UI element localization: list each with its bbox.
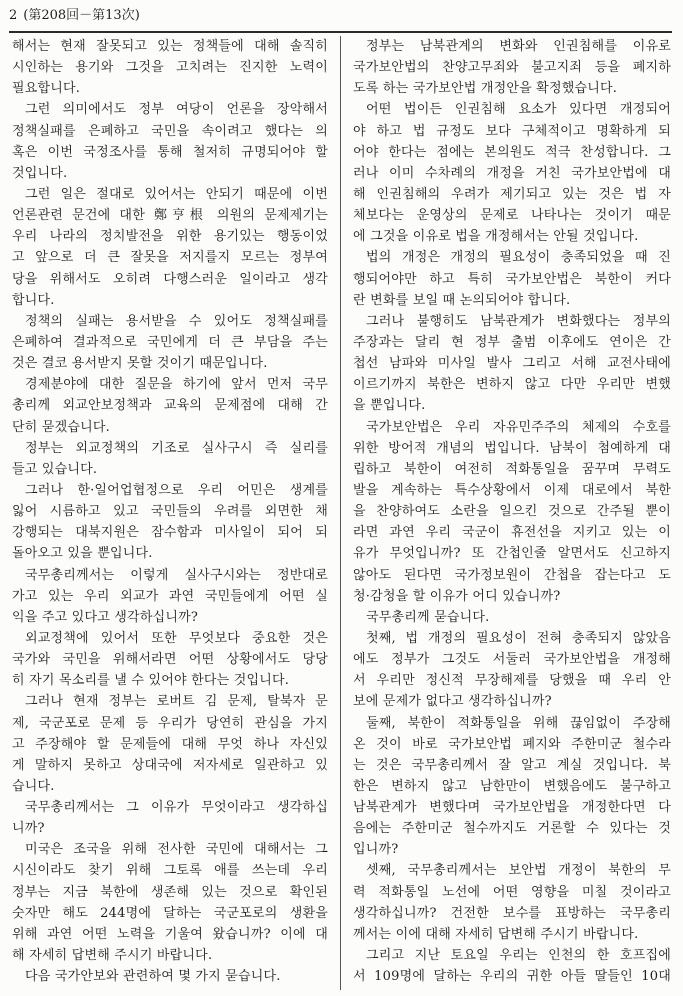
text-line: 니까?	[12, 821, 45, 837]
text-line: 립하고 북한이 여전히 적화통일을 꿈꾸며 무력도	[353, 461, 671, 477]
text-line: 들고 있습니다.	[12, 461, 98, 477]
text-line: 그러나 한·일어업협정으로 우리 어민은 생계를	[25, 482, 328, 498]
right-column	[353, 36, 671, 987]
text-line: 게 말하지 못하고 상대국에 저자세로 일관하고 있	[12, 757, 328, 773]
text-line: 외교정책에 있어서 또한 무엇보다 중요한 것은	[25, 630, 328, 646]
text-line: 어야 한다는 점에는 본의원도 적극 찬성합니다. 그	[353, 144, 671, 160]
text-line: 것입니다.	[12, 165, 68, 181]
paragraph	[12, 311, 328, 374]
text-line: 어떤 법이든 인권침해 요소가 있다면 개정되어	[366, 102, 671, 118]
text-line: 미국은 조국을 위해 전사한 국민에 대해서는 그	[25, 842, 328, 858]
text-line: 당을 위해서도 오히려 다행스러운 일이라고 생각	[12, 271, 328, 287]
text-line: 위한 방어적 개념의 법입니다. 남북이 첨예하게 대	[353, 440, 671, 456]
text-line: 은폐하여 결과적으로 국민에게 더 큰 부담을 주는	[12, 334, 328, 350]
paragraph	[12, 184, 328, 311]
text-line: 것은 결코 용서받지 못할 것이기 때문입니다.	[12, 356, 268, 372]
page-number: 2	[9, 8, 18, 23]
text-line: 고 주장해야 할 문제들에 대해 무엇 하나 자신있	[12, 736, 328, 752]
text-line: 정부는 지금 북한에 생존해 있는 것으로 확인된	[12, 884, 328, 900]
paragraph	[353, 945, 671, 987]
text-line: 정부는 남북관계의 변화와 인권침해를 이유로	[366, 39, 671, 54]
text-line: 께서는 이에 대해 자세히 답변해 주시기 바랍니다.	[353, 926, 639, 942]
text-line: 합니다.	[12, 292, 55, 308]
text-line: 정책의 실패는 용서받을 수 있어도 정책실패를	[25, 313, 328, 329]
text-line: 위해 과연 어떤 노력을 기울여 왔습니까? 이에 대	[12, 926, 328, 942]
text-line: 그리고 지난 토요일 우리는 인천의 한 호프집에	[366, 948, 671, 964]
text-line: 그런 의미에서도 정부 여당이 언론을 장악해서	[25, 102, 328, 118]
text-line: 남북관계가 변했다며 국가보안법을 개정한다면 다	[353, 800, 671, 816]
text-line: 서 우리만 정신적 무장해제를 당했을 때 우리 안	[353, 673, 671, 689]
paragraph	[353, 607, 671, 628]
text-line: 도록 하는 국가보안법 개정안을 확정했습니다.	[353, 81, 618, 97]
text-line: 국무총리께서는 그 이유가 무엇이라고 생각하십	[25, 800, 328, 816]
page-header	[9, 6, 140, 26]
paragraph	[12, 374, 328, 437]
text-line: 체보다는 운영상의 문제로 나타나는 것이기 때문	[353, 208, 671, 224]
paragraph	[353, 36, 671, 99]
text-line: 는 것은 국무총리께서 잘 알고 계실 것입니다. 북	[353, 757, 671, 773]
text-line: 입니까?	[353, 842, 399, 858]
text-line: 그러나 현재 정부는 로버트 김 문제, 탈북자 문	[25, 694, 328, 710]
paragraph	[12, 839, 328, 966]
text-line: 총리께 외교안보정책과 교육의 문제점에 대해 간	[12, 398, 328, 414]
text-line: 서 109명에 달하는 우리의 귀한 아들 딸들인 10대	[353, 969, 671, 985]
paragraph	[12, 797, 328, 839]
text-line: 첫째, 법 개정의 필요성이 전혀 충족되지 않았음	[366, 630, 671, 646]
text-line: 혹은 이번 국정조사를 통해 철저히 규명되어야 할	[12, 144, 328, 160]
text-line: 해 인권침해의 우려가 제기되고 있는 것은 법 자	[353, 186, 671, 202]
text-line: 력 적화통일 노선에 어떤 영향을 미칠 것이라고	[353, 884, 671, 900]
text-line: 정부는 외교정책의 기조로 실사구시 즉 실리를	[25, 440, 328, 456]
text-line: 국가보안법의 찬양고무죄와 불고지죄 등을 폐지하	[353, 60, 671, 76]
text-line: 그런 일은 절대로 있어서는 안되기 때문에 이번	[25, 186, 328, 202]
text-line: 둘째, 북한이 적화통일을 위해 끊임없이 주장해	[366, 715, 671, 731]
text-line: 이르기까지 북한은 변하지 않고 다만 우리만 변했	[353, 377, 671, 393]
text-line: 강행되는 대북지원은 잠수함과 미사일이 되어 되	[12, 525, 328, 541]
paragraph	[353, 713, 671, 861]
text-line: 필요합니다.	[12, 81, 81, 97]
text-line: 가고 있는 우리 외교가 과연 국민들에게 어떤 실	[12, 588, 328, 604]
text-line: 않아도 된다면 국가정보원이 간첩을 잡는다고 도	[353, 567, 671, 583]
text-line: 국가보안법은 우리 자유민주주의 체제의 수호를	[366, 419, 671, 435]
text-line: 음에는 주한미군 철수까지도 거론할 수 있다는 것	[353, 821, 671, 837]
paragraph	[353, 628, 671, 713]
text-line: 온 것이 바로 국가보안법 폐지와 주한미군 철수라	[353, 736, 671, 752]
text-line: 국무총리께서는 이렇게 실사구시와는 정반대로	[25, 567, 328, 583]
text-line: 정책실패를 은폐하고 국민을 속이려고 했다는 의	[12, 123, 328, 139]
text-line: 한은 변하지 않고 남한만이 변했음에도 불구하고	[353, 778, 671, 794]
paragraph	[12, 99, 328, 184]
left-column	[12, 36, 328, 987]
text-line: 을 찬양하여도 소란을 일으킨 것으로 간주될 뿐이	[353, 504, 671, 520]
paragraph	[353, 417, 671, 607]
text-line: 고 앞으로 더 큰 잘못을 저지를지 모르는 정부여	[12, 250, 328, 266]
text-line: 해서는 현재 잘못되고 있는 정책들에 대해 솔직히	[12, 39, 328, 54]
text-line: 돌아오고 있을 뿐입니다.	[12, 546, 153, 562]
paragraph	[12, 628, 328, 691]
text-line: 야 하고 법 규정도 보다 구체적이고 명확하게 되	[353, 123, 671, 139]
text-line: 언론관련 문건에 대한 鄭亨根 의원의 문제제기는	[12, 208, 328, 224]
text-line: 청·감청을 할 이유가 어디 있습니까?	[353, 588, 561, 604]
paragraph	[12, 565, 328, 628]
text-line: 익을 주고 있다고 생각하십니까?	[12, 609, 199, 625]
text-line: 다음 국가안보와 관련하여 몇 가지 묻습니다.	[25, 969, 281, 985]
text-line: 행되어야만 하고 특히 국가보안법은 북한이 커다	[353, 271, 671, 287]
paragraph	[353, 99, 671, 247]
paragraph	[12, 966, 328, 987]
text-line: 히 자기 목소리를 낼 수 있어야 한다는 것입니다.	[12, 673, 290, 689]
text-line: 을 뿐입니다.	[353, 398, 426, 414]
text-line: 경제분야에 대한 질문을 하기에 앞서 먼저 국무	[25, 377, 328, 393]
text-line: 란 변화를 보일 때 논의되어야 합니다.	[353, 292, 571, 308]
text-line: 시인하는 용기와 그것을 고치려는 진지한 노력이	[12, 60, 328, 76]
text-line: 우리 나라의 정치발전을 위한 용기있는 행동이었	[12, 229, 328, 245]
paragraph	[12, 438, 328, 480]
paragraph	[12, 36, 328, 99]
paragraph	[353, 311, 671, 417]
column-divider	[340, 36, 341, 990]
text-line: 법의 개정은 개정의 필요성이 충족되었을 때 진	[366, 250, 671, 266]
text-line: 라면 과연 우리 국군이 휴전선을 지키고 있는 이	[353, 525, 671, 541]
header-rule	[9, 31, 672, 33]
text-line: 그러나 불행히도 남북관계가 변화했다는 정부의	[366, 313, 671, 329]
text-line: 유가 무엇입니까? 또 간첩인줄 알면서도 신고하지	[353, 546, 671, 562]
text-line: 숫자만 해도 244명에 달하는 국군포로의 생환을	[12, 905, 328, 921]
paragraph	[12, 691, 328, 797]
text-line: 국가와 국민을 위해서라면 어떤 상황에서도 당당	[12, 652, 328, 668]
text-line: 제, 국군포로 문제 등 우리가 당연히 관심을 가지	[12, 715, 328, 731]
text-line: 첩선 남파와 미사일 발사 그리고 서해 교전사태에	[353, 356, 671, 372]
paragraph	[353, 247, 671, 310]
text-line: 셋째, 국무총리께서는 보안법 개정이 북한의 무	[366, 863, 671, 879]
paragraph	[353, 860, 671, 945]
text-line: 에도 정부가 그것도 서둘러 국가보안법을 개정해	[353, 652, 671, 668]
text-line: 에 그것을 이유로 법을 개정해서는 안될 것입니다.	[353, 229, 639, 245]
text-line: 습니다.	[12, 778, 55, 794]
paragraph	[12, 480, 328, 565]
text-line: 러나 이미 수차례의 개정을 거친 국가보안법에 대	[353, 165, 671, 181]
text-line: 단히 묻겠습니다.	[12, 419, 110, 435]
text-line: 국무총리께 묻습니다.	[366, 609, 490, 625]
text-line: 시신이라도 찾기 위해 그토록 애를 쓰는데 우리	[12, 863, 328, 879]
text-line: 잃어 시름하고 있고 국민들의 우려를 외면한 채	[12, 504, 328, 520]
text-line: 해 자세히 답변해 주시기 바랍니다.	[12, 948, 213, 964]
text-line: 생각하십니까? 건전한 보수를 표방하는 국무총리	[353, 905, 671, 921]
text-line: 보에 문제가 없다고 생각하십니까?	[353, 694, 552, 710]
text-line: 주장과는 달리 현 정부 출범 이후에도 연이은 간	[353, 334, 671, 350]
session-label: (第208回－第13次)	[23, 8, 140, 23]
text-line: 발을 계속하는 특수상황에서 이제 대로에서 북한	[353, 482, 671, 498]
